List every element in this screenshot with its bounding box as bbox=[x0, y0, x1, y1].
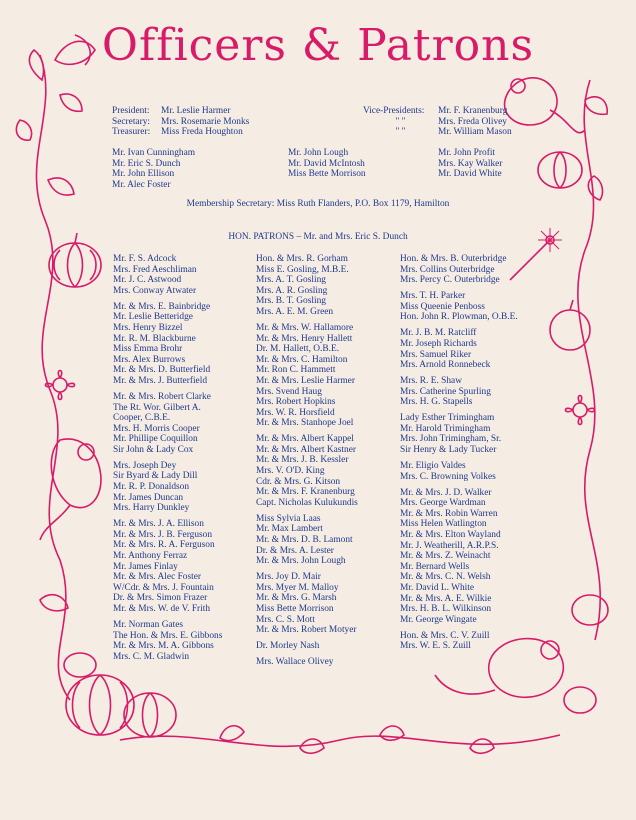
bottom-vine bbox=[120, 735, 560, 746]
patron-name: Mr. & Mrs. C. Hamilton bbox=[256, 354, 348, 365]
patron-name: Mrs. A. R. Gosling bbox=[256, 285, 328, 296]
patron-name: Mr. Norman Gates bbox=[113, 619, 184, 630]
patron-name: Mr. & Mrs. M. A. Gibbons bbox=[113, 641, 214, 652]
patron-name: Mrs. Robert Hopkins bbox=[256, 397, 336, 408]
patron-name: Mrs. H. G. Stapells bbox=[400, 397, 473, 408]
patron-name: Mr. & Mrs. C. N. Welsh bbox=[400, 572, 491, 583]
patron-name: Dr. M. Hallett, O.B.E. bbox=[256, 344, 340, 355]
patron-name: Mr. R. M. Blackburne bbox=[113, 333, 196, 344]
patron-name: Mr. & Mrs. W. Hallamore bbox=[256, 322, 354, 333]
patron-name: Mrs. H. B. L. Wilkinson bbox=[400, 604, 492, 615]
pumpkin-icon bbox=[538, 152, 582, 188]
patron-name: Mrs. Collins Outerbridge bbox=[400, 264, 495, 275]
secretary-name: Mrs. Rosemarie Monks bbox=[161, 116, 250, 127]
committee-column-3 bbox=[438, 148, 502, 180]
patron-name: Miss Queenie Penboss bbox=[400, 301, 485, 312]
patron-name: Mr. J. B. M. Ratcliff bbox=[400, 328, 477, 339]
patron-name: Mrs. V. O'D. King bbox=[256, 466, 325, 477]
patron-name: Mr. Harold Trimingham bbox=[400, 423, 491, 434]
patron-name: Mr. & Mrs. J. D. Walker bbox=[400, 487, 492, 498]
patron-name: Dr. & Mrs. Simon Frazer bbox=[113, 593, 208, 604]
patron-name: Mrs. C. M. Gladwin bbox=[113, 651, 190, 662]
ditto-mark: " " bbox=[395, 127, 406, 138]
mouse-icon bbox=[505, 78, 557, 125]
patron-name: Mr. & Mrs. John Lough bbox=[256, 556, 346, 567]
patron-name: Mr. & Mrs. Leslie Harmer bbox=[256, 375, 355, 386]
patron-name: Mr. R. P. Donaldson bbox=[113, 482, 190, 493]
patron-name: Miss Helen Watlington bbox=[400, 519, 487, 530]
patron-name: Mrs. Catherine Spurling bbox=[400, 386, 491, 397]
patron-name: Lady Esther Trimingham bbox=[400, 413, 495, 424]
patron-name: Mr. Leslie Betteridge bbox=[113, 312, 193, 323]
patron-name: Mr. & Mrs. Stanhope Joel bbox=[256, 418, 354, 429]
patron-name: Mrs. C. Browning Volkes bbox=[400, 471, 496, 482]
vice-president-name: Mr. F. Kranenburg bbox=[438, 106, 508, 116]
patron-name: Miss E. Gosling, M.B.E. bbox=[256, 264, 349, 275]
committee-member: Mr. John Ellison bbox=[112, 169, 175, 180]
patron-name: The Rt. Wor. Gilbert A. bbox=[113, 402, 201, 413]
treasurer-name: Miss Freda Houghton bbox=[161, 127, 243, 138]
patrons-column-1 bbox=[113, 254, 222, 662]
ditto-mark: " " bbox=[395, 116, 406, 127]
patron-name: Mrs. Percy C. Outerbridge bbox=[400, 275, 500, 286]
patron-name: Mr. & Mrs. Robert Clarke bbox=[113, 391, 211, 402]
patron-name: Mrs. H. Morris Cooper bbox=[113, 423, 200, 434]
patron-name: Mr. & Mrs. Henry Hallett bbox=[256, 333, 353, 344]
hon-patrons-heading: HON. PATRONS – Mr. and Mrs. Eric S. Dunch bbox=[228, 232, 408, 242]
patron-name: Mr. & Mrs. Z. Weinacht bbox=[400, 551, 491, 562]
patron-name: Mrs. Fred Aeschliman bbox=[113, 264, 197, 275]
patron-name: Mr. & Mrs. J. A. Ellison bbox=[113, 519, 204, 530]
membership-secretary: Membership Secretary: Miss Ruth Flanders, P.O. Box 1179, Hamilton bbox=[186, 199, 450, 209]
patron-name: W/Cdr. & Mrs. J. Fountain bbox=[113, 582, 214, 593]
officers-block bbox=[112, 106, 249, 138]
patron-name: Mr. Max Lambert bbox=[256, 524, 323, 535]
page-title: Officers & Patrons bbox=[101, 20, 535, 71]
committee-member: Mr. John Lough bbox=[288, 148, 349, 158]
patron-name: Mr. & Mrs. J. B. Ferguson bbox=[113, 529, 213, 540]
president-name: Mr. Leslie Harmer bbox=[161, 106, 231, 116]
patron-name: Capt. Nicholas Kulukundis bbox=[256, 497, 358, 508]
patron-name: Sir Byard & Lady Dill bbox=[113, 471, 198, 482]
patron-name: Mr. James Finlay bbox=[113, 561, 178, 572]
committee-member: Mr. David McIntosh bbox=[288, 158, 365, 169]
secretary-label: Secretary: bbox=[112, 116, 150, 127]
patron-name: Mrs. Henry Bizzel bbox=[113, 322, 183, 333]
committee-member: Mrs. Kay Walker bbox=[438, 158, 503, 169]
patron-name: Mrs. A. E. M. Green bbox=[256, 306, 334, 317]
patron-name: Mr. & Mrs. Alec Foster bbox=[113, 572, 202, 583]
patron-name: Hon. & Mrs. R. Gorham bbox=[256, 254, 348, 264]
patron-name: Mr. & Mrs. A. E. Wilkie bbox=[400, 593, 492, 604]
committee-member: Mr. Eric S. Dunch bbox=[112, 158, 181, 169]
patron-name: Mr. & Mrs. Albert Kappel bbox=[256, 434, 354, 445]
patron-name: Sir John & Lady Cox bbox=[113, 444, 194, 455]
vice-presidents-label: Vice-Presidents: bbox=[363, 106, 425, 116]
patron-name: Mr. & Mrs. E. Bainbridge bbox=[113, 301, 211, 312]
patron-name: Mrs. Joseph Dey bbox=[113, 460, 177, 471]
patron-name: Mr. & Mrs. W. de V. Frith bbox=[113, 603, 211, 614]
vice-president-name: Mrs. Freda Olivey bbox=[438, 116, 507, 127]
patron-name: Mr. & Mrs. D. B. Lamont bbox=[256, 535, 353, 546]
president-label: President: bbox=[112, 106, 150, 116]
patron-name: Mrs. Samuel Riker bbox=[400, 349, 472, 360]
patron-name: Mr. & Mrs. Albert Kastner bbox=[256, 444, 356, 455]
patron-name: Dr. Morley Nash bbox=[256, 641, 320, 652]
patron-name: Mr. David L. White bbox=[400, 582, 475, 593]
patron-name: Mr. J. C. Astwood bbox=[113, 275, 182, 286]
committee-member: Mr. John Profit bbox=[438, 148, 496, 158]
committee-member: Mr. Ivan Cunningham bbox=[112, 148, 196, 158]
committee-member: Mr. David White bbox=[438, 169, 502, 180]
patron-name: Hon. John R. Plowman, O.B.E. bbox=[400, 312, 518, 323]
patron-name: Mr. & Mrs. R. A. Ferguson bbox=[113, 540, 215, 551]
patron-name: Mr. & Mrs. J. B. Kessler bbox=[256, 455, 349, 466]
patron-name: Miss Sylvia Laas bbox=[256, 513, 321, 524]
patron-name: Mr. F. S. Adcock bbox=[113, 254, 177, 264]
patron-name: Mrs. T. H. Parker bbox=[400, 291, 466, 302]
committee-column-2 bbox=[288, 148, 366, 180]
patron-name: Mr. George Wingate bbox=[400, 614, 477, 625]
patron-name: Mr. Eligio Valdes bbox=[400, 461, 466, 472]
patron-name: Mr. & Mrs. F. Kranenburg bbox=[256, 487, 355, 498]
committee-column-1 bbox=[112, 148, 195, 190]
patron-name: Mr. & Mrs. D. Butterfield bbox=[113, 365, 211, 376]
patron-name: Hon. & Mrs. C. V. Zuill bbox=[400, 630, 490, 641]
committee-member: Miss Bette Morrison bbox=[288, 169, 366, 180]
patron-name: Mr. James Duncan bbox=[113, 492, 184, 503]
patron-name: Mrs. A. T. Gosling bbox=[256, 275, 326, 286]
patron-name: Mrs. C. S. Mott bbox=[256, 614, 315, 625]
patron-name: Mrs. George Wardman bbox=[400, 498, 486, 509]
patron-name: Mrs. John Trimingham, Sr. bbox=[400, 434, 502, 445]
patron-name: Mr. & Mrs. Elton Wayland bbox=[400, 530, 501, 540]
patron-name: Mr. J. Weatherill, A.R.P.S. bbox=[400, 540, 499, 551]
vice-presidents-block bbox=[363, 106, 512, 138]
patron-name: Mr. Phillipe Coquillon bbox=[113, 434, 198, 445]
patron-name: The Hon. & Mrs. E. Gibbons bbox=[113, 630, 223, 641]
patron-name: Mr. & Mrs. Robert Motyer bbox=[256, 625, 357, 636]
patrons-column-2 bbox=[256, 254, 358, 668]
patron-name: Mr. & Mrs. Robin Warren bbox=[400, 508, 498, 519]
patron-name: Mrs. Joy D. Mair bbox=[256, 572, 321, 583]
patron-name: Mrs. B. T. Gosling bbox=[256, 296, 326, 307]
pumpkin-icon bbox=[66, 675, 134, 735]
patron-name: Cdr. & Mrs. G. Kitson bbox=[256, 476, 341, 487]
patron-name: Mrs. Wallace Olivey bbox=[256, 657, 334, 668]
committee-member: Mr. Alec Foster bbox=[112, 179, 171, 190]
patron-name: Mr. Joseph Richards bbox=[400, 338, 477, 349]
patron-name: Dr. & Mrs. A. Lester bbox=[256, 545, 334, 556]
vice-president-name: Mr. William Mason bbox=[438, 127, 512, 138]
patron-name: Mr. & Mrs. G. Marsh bbox=[256, 593, 337, 604]
patron-name: Mrs. Arnold Ronnebeck bbox=[400, 360, 491, 371]
patron-name: Miss Bette Morrison bbox=[256, 603, 334, 614]
patron-name: Mr. Anthony Ferraz bbox=[113, 551, 188, 561]
patron-name: Mr. Bernard Wells bbox=[400, 561, 470, 572]
patron-name: Mrs. Svend Haug bbox=[256, 386, 322, 397]
patron-name: Mrs. W. R. Horsfield bbox=[256, 407, 335, 418]
patron-name: Mrs. Conway Atwater bbox=[113, 285, 197, 296]
patron-name: Mrs. Harry Dunkley bbox=[113, 503, 190, 514]
patron-name: Mr. & Mrs. J. Butterfield bbox=[113, 375, 208, 386]
patron-name: Mrs. W. E. S. Zuill bbox=[400, 641, 471, 652]
patron-name: Cooper, C.B.E. bbox=[113, 413, 171, 424]
patron-name: Mrs. Myer M. Malloy bbox=[256, 582, 339, 593]
patron-name: Hon. & Mrs. B. Outerbridge bbox=[400, 254, 507, 264]
treasurer-label: Treasurer: bbox=[112, 127, 151, 138]
patron-name: Mr. Ron C. Hammett bbox=[256, 365, 336, 376]
pumpkin-icon bbox=[49, 243, 101, 287]
patron-name: Miss Emma Brohr bbox=[113, 344, 183, 355]
patron-name: Sir Henry & Lady Tucker bbox=[400, 445, 497, 456]
patron-name: Mrs. Alex Burrows bbox=[113, 354, 186, 365]
patron-name: Mrs. R. E. Shaw bbox=[400, 376, 462, 387]
patrons-column-3 bbox=[400, 254, 518, 652]
